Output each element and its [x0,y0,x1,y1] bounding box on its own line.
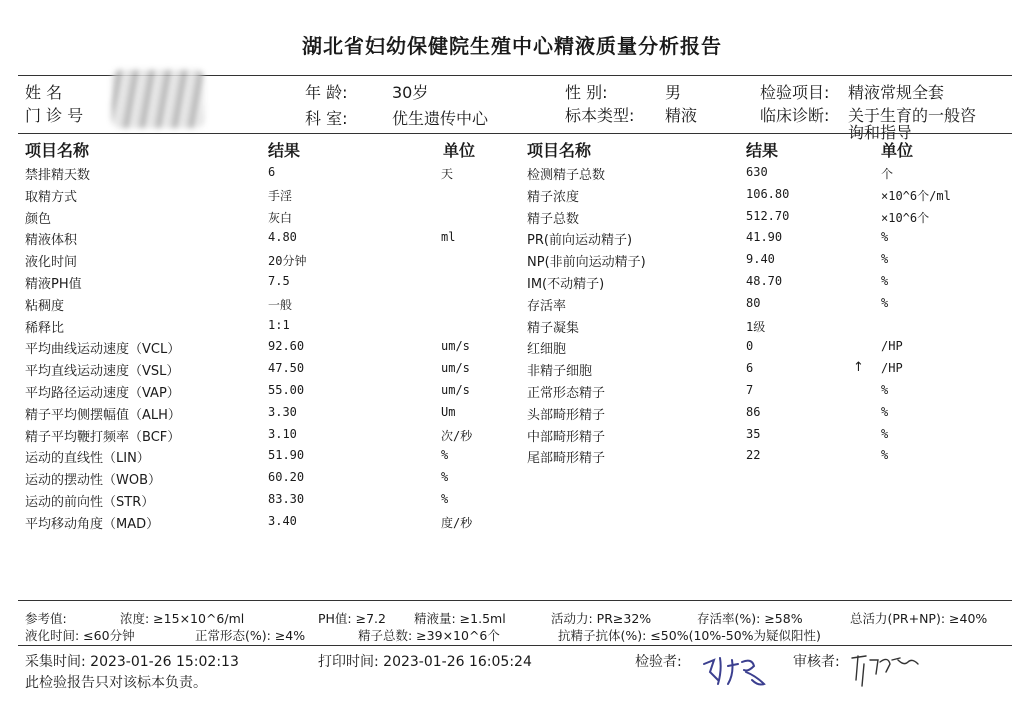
left-item-unit: % [441,470,449,484]
left-item-result: 灰白 [268,211,293,225]
test-item-value: 精液常规全套 [848,83,945,102]
ref-concentration: 浓度: ≥15×10^6/ml [120,611,245,626]
right-item-unit: /HP [881,361,903,375]
right-item-flag: ↑ [853,360,864,375]
diagnosis-value: 关于生育的一般咨 [848,106,977,125]
reference-label: 参考值: [25,611,67,626]
right-item-unit: % [881,296,889,310]
right-item-name: 非精子细胞 [527,364,593,379]
right-item-result: 106.80 [746,187,790,201]
redacted-patient-info [112,70,204,128]
left-item-name: 平均路径运动速度（VAP） [25,386,180,401]
ref-volume: 精液量: ≥1.5ml [414,611,506,626]
name-label: 姓 名 [25,83,63,102]
reference-divider [18,600,1012,601]
right-item-result: 7 [746,383,754,397]
left-item-name: 运动的直线性（LIN） [25,451,150,466]
right-item-name: 检测精子总数 [527,168,606,183]
diagnosis-label: 临床诊断: [760,106,830,125]
left-item-name: 运动的摆动性（WOB） [25,473,162,488]
footer-divider [18,645,1012,646]
left-item-name: 禁排精天数 [25,168,91,183]
collect-time: 采集时间: 2023-01-26 15:02:13 [25,654,239,670]
left-item-result: 20分钟 [268,254,307,268]
left-item-name: 运动的前向性（STR） [25,495,155,510]
reviewer-label: 审核者: [793,654,840,670]
ref-motility: 活动力: PR≥32% [551,611,652,626]
ref-liquefaction: 液化时间: ≤60分钟 [25,628,135,643]
left-item-result: 6 [268,165,276,179]
dept-label: 科 室: [305,109,348,128]
left-item-result: 51.90 [268,448,305,462]
col-result-left: 结果 [268,141,301,160]
left-item-name: 精子平均鞭打频率（BCF） [25,430,181,445]
reviewer-signature [848,650,928,690]
age-label: 年 龄: [305,83,348,102]
col-name-left: 项目名称 [25,141,90,160]
left-item-unit: ml [441,230,456,244]
left-item-result: 47.50 [268,361,305,375]
right-item-unit: ×10^6个/ml [881,189,951,203]
right-item-name: PR(前向运动精子) [527,233,633,248]
sample-type-value: 精液 [665,106,698,125]
right-item-name: 头部畸形精子 [527,408,606,423]
left-item-unit: 度/秒 [441,516,473,530]
col-result-right: 结果 [746,141,779,160]
sex-value: 男 [665,83,682,102]
col-unit-right: 单位 [881,141,914,160]
col-unit-left: 单位 [443,141,476,160]
right-item-name: 中部畸形精子 [527,430,606,445]
right-item-unit: % [881,405,889,419]
ref-total-count: 精子总数: ≥39×10^6个 [358,628,500,643]
left-item-result: 手淫 [268,189,293,203]
ref-morphology: 正常形态(%): ≥4% [195,628,306,643]
right-item-result: 512.70 [746,209,790,223]
col-name-right: 项目名称 [527,141,592,160]
dept-value: 优生遗传中心 [392,109,489,128]
left-item-name: 平均直线运动速度（VSL） [25,364,180,379]
left-item-result: 83.30 [268,492,305,506]
right-item-name: 尾部畸形精子 [527,451,606,466]
left-item-name: 精子平均侧摆幅值（ALH） [25,408,181,423]
left-item-result: 3.40 [268,514,297,528]
age-value: 30岁 [392,83,429,102]
left-item-result: 3.10 [268,427,297,441]
left-item-unit: % [441,448,449,462]
right-item-result: 6 [746,361,754,375]
disclaimer: 此检验报告只对该标本负责。 [25,675,207,691]
right-item-unit: /HP [881,339,903,353]
right-item-unit: 个 [881,167,894,181]
report-title: 湖北省妇幼保健院生殖中心精液质量分析报告 [302,34,722,58]
right-item-name: 精子浓度 [527,190,580,205]
left-item-unit: 天 [441,167,454,181]
left-item-name: 颜色 [25,212,52,227]
right-item-unit: % [881,230,889,244]
left-item-name: 液化时间 [25,255,78,270]
examiner-signature [698,650,778,690]
right-item-result: 35 [746,427,761,441]
right-item-unit: ×10^6个 [881,211,930,225]
ref-total-motility: 总活力(PR+NP): ≥40% [850,611,988,626]
left-item-unit: 次/秒 [441,429,473,443]
left-item-unit: Um [441,405,456,419]
right-item-result: 22 [746,448,761,462]
left-item-name: 取精方式 [25,190,78,205]
right-item-name: 精子总数 [527,212,580,227]
left-item-result: 55.00 [268,383,305,397]
header-divider [18,133,1012,134]
left-item-unit: um/s [441,361,470,375]
print-time: 打印时间: 2023-01-26 16:05:24 [318,654,532,670]
right-item-unit: % [881,448,889,462]
left-item-name: 精液PH值 [25,277,82,292]
left-item-unit: % [441,492,449,506]
right-item-result: 86 [746,405,761,419]
right-item-name: NP(非前向运动精子) [527,255,646,270]
ref-antibody: 抗精子抗体(%): ≤50%(10%-50%为疑似阳性) [558,628,821,643]
right-item-name: 存活率 [527,299,567,314]
clinic-no-label: 门 诊 号 [25,106,84,125]
right-item-result: 1级 [746,320,766,334]
right-item-name: 红细胞 [527,342,567,357]
right-item-result: 80 [746,296,761,310]
right-item-name: 正常形态精子 [527,386,606,401]
left-item-result: 3.30 [268,405,297,419]
left-item-name: 精液体积 [25,233,78,248]
ref-ph: PH值: ≥7.2 [318,611,386,626]
right-item-unit: % [881,252,889,266]
diagnosis-value-cut: 询和指导 [848,123,913,142]
left-item-result: 1:1 [268,318,290,332]
left-item-name: 平均曲线运动速度（VCL） [25,342,181,357]
left-item-name: 粘稠度 [25,299,65,314]
left-item-unit: um/s [441,339,470,353]
examiner-label: 检验者: [635,654,682,670]
right-item-unit: % [881,427,889,441]
right-item-result: 0 [746,339,754,353]
left-item-name: 平均移动角度（MAD） [25,517,160,532]
right-item-result: 48.70 [746,274,783,288]
right-item-unit: % [881,383,889,397]
sex-label: 性 别: [565,83,608,102]
left-item-result: 92.60 [268,339,305,353]
left-item-result: 一般 [268,298,293,312]
right-item-name: IM(不动精子) [527,277,605,292]
sample-type-label: 标本类型: [565,106,635,125]
left-item-unit: um/s [441,383,470,397]
left-item-result: 60.20 [268,470,305,484]
right-item-result: 630 [746,165,768,179]
right-item-result: 9.40 [746,252,775,266]
right-item-unit: % [881,274,889,288]
ref-vitality: 存活率(%): ≥58% [697,611,803,626]
left-item-result: 7.5 [268,274,290,288]
right-item-name: 精子凝集 [527,321,580,336]
left-item-result: 4.80 [268,230,297,244]
right-item-result: 41.90 [746,230,783,244]
test-item-label: 检验项目: [760,83,830,102]
left-item-name: 稀释比 [25,321,65,336]
